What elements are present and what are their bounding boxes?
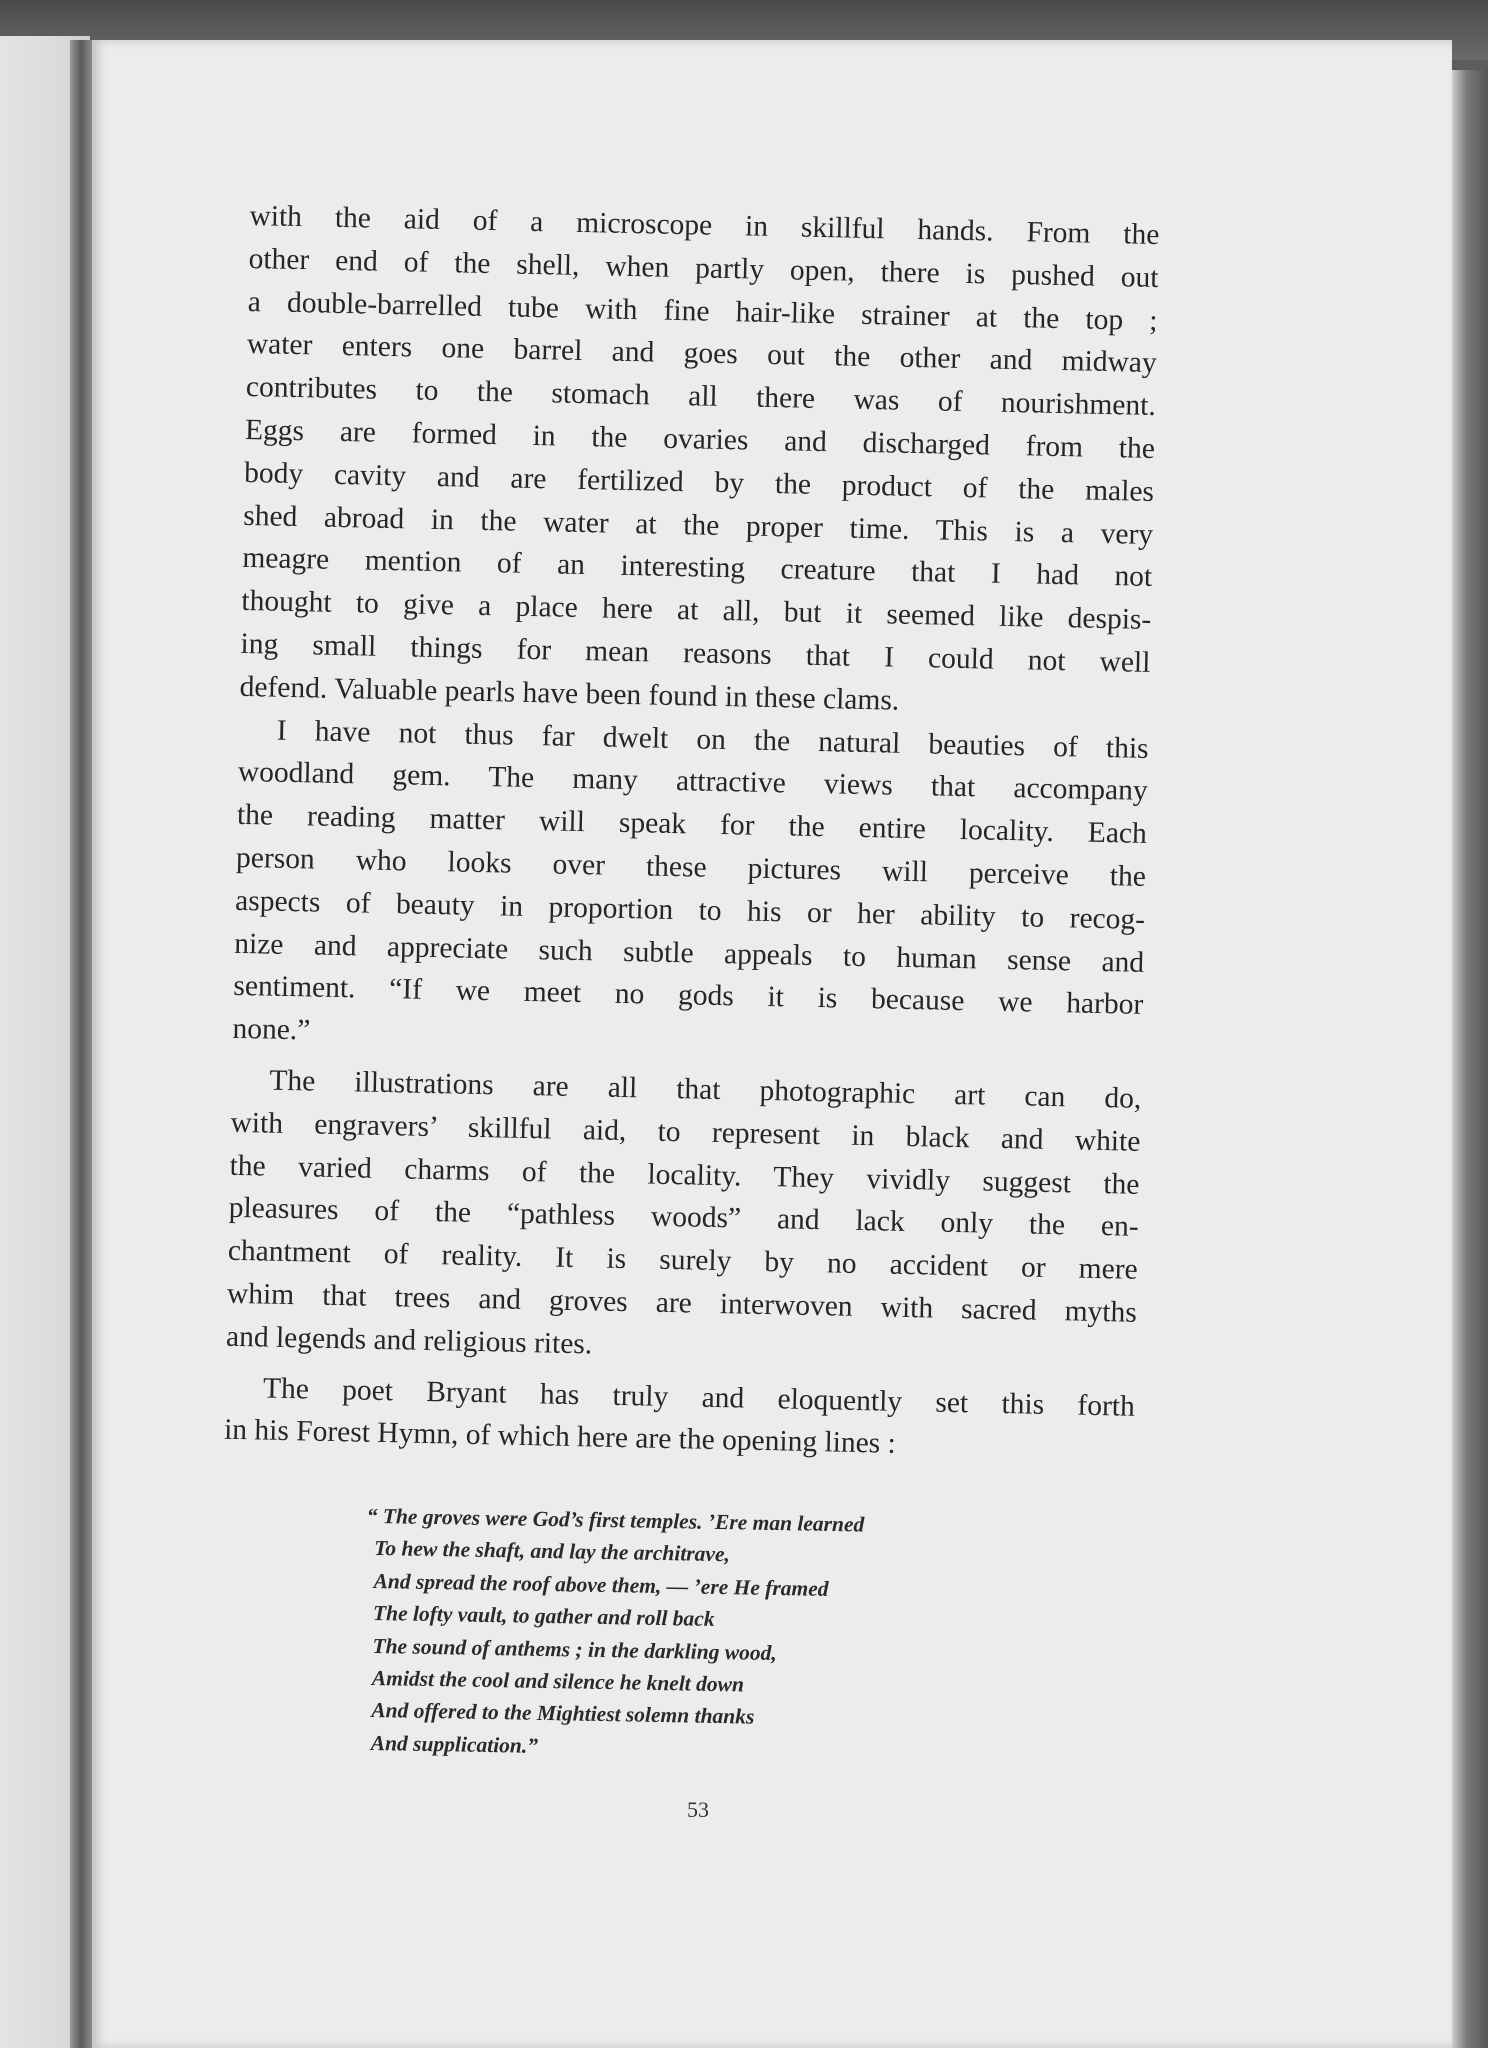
paragraph-1 — [239, 195, 1160, 728]
text-line: whim that trees and groves are interwoven with sacred myths — [226, 1277, 1138, 1329]
poem-line: Amidst the cool and silence he knelt down — [371, 1666, 745, 1697]
page-right-edge — [1452, 70, 1488, 2048]
text-line: meagre mention of an interesting creature that I had not — [242, 542, 1153, 594]
text-line: nize and appreciate such subtle appeals to human sense and — [233, 927, 1145, 979]
text-line: person who looks over these pictures will perceive the — [235, 841, 1147, 893]
poem-line: And spread the roof above them, — ’ere He framed — [373, 1568, 829, 1601]
text-line: and legends and religious rites. — [225, 1320, 593, 1361]
poem-quotation — [366, 1500, 1014, 1770]
text-line: pleasures of the “pathless woods” and lack only the en- — [228, 1192, 1139, 1244]
text-line: ing small things for mean reasons that I could not well — [240, 627, 1151, 679]
text-line: with engravers’ skillful aid, to represent in black and white — [230, 1106, 1141, 1158]
text-line: sentiment. “If we meet no gods it is because we harbor — [233, 970, 1144, 1022]
text-line: defend. Valuable pearls have been found in these clams. — [239, 670, 900, 717]
body-text — [224, 195, 1160, 1471]
text-line: I have not thus far dwelt on the natural beauties of this — [276, 714, 1149, 765]
page-number: 53 — [687, 1797, 709, 1822]
poem-line: To hew the shaft, and lay the architrave, — [373, 1536, 731, 1567]
poem-line: And supplication.” — [370, 1730, 539, 1758]
text-line: water enters one barrel and goes out the other and midway — [246, 328, 1158, 380]
paragraph-3 — [226, 1059, 1142, 1378]
poem-line: The sound of anthems ; in the darkling wood, — [372, 1633, 778, 1665]
paragraph-2 — [232, 708, 1149, 1069]
poem-line: The lofty vault, to gather and roll back — [372, 1601, 715, 1632]
text-line: in his Forest Hymn, of which here are the opening lines : — [223, 1414, 897, 1461]
text-line: none.” — [232, 1012, 311, 1047]
text-line: thought to give a place here at all, but it seemed like despis- — [241, 585, 1152, 637]
text-line: chantment of reality. It is surely by no accident or mere — [227, 1234, 1139, 1286]
text-line: aspects of beauty in proportion to his or her ability to recog- — [234, 884, 1146, 936]
text-line: with the aid of a microscope in skillful hands. From the — [249, 199, 1160, 252]
text-line: the varied charms of the locality. They vividly suggest the — [229, 1149, 1140, 1201]
book-gutter — [70, 40, 92, 2048]
poem-line: And offered to the Mightiest solemn thanks — [371, 1698, 755, 1730]
text-line: contributes to the stomach all there was of nourishment. — [245, 371, 1157, 423]
text-line: other end of the shell, when partly open, there is pushed out — [248, 242, 1159, 294]
text-line: shed abroad in the water at the proper time. This is a very — [242, 499, 1154, 551]
text-line: Eggs are formed in the ovaries and discharged from the — [244, 413, 1156, 465]
text-line: The poet Bryant has truly and eloquently set this forth — [262, 1372, 1136, 1423]
poem-line: “ The groves were God’s first temples. ’Ere man learned — [366, 1503, 865, 1537]
text-line: the reading matter will speak for the entire locality. Each — [236, 799, 1148, 851]
text-line: body cavity and are fertilized by the product of the males — [243, 456, 1155, 508]
text-line: The illustrations are all that photographic art can do, — [269, 1064, 1142, 1115]
text-line: a double-barrelled tube with fine hair-like strainer at the top ; — [247, 285, 1158, 337]
text-line: woodland gem. The many attractive views that accompany — [237, 756, 1149, 808]
